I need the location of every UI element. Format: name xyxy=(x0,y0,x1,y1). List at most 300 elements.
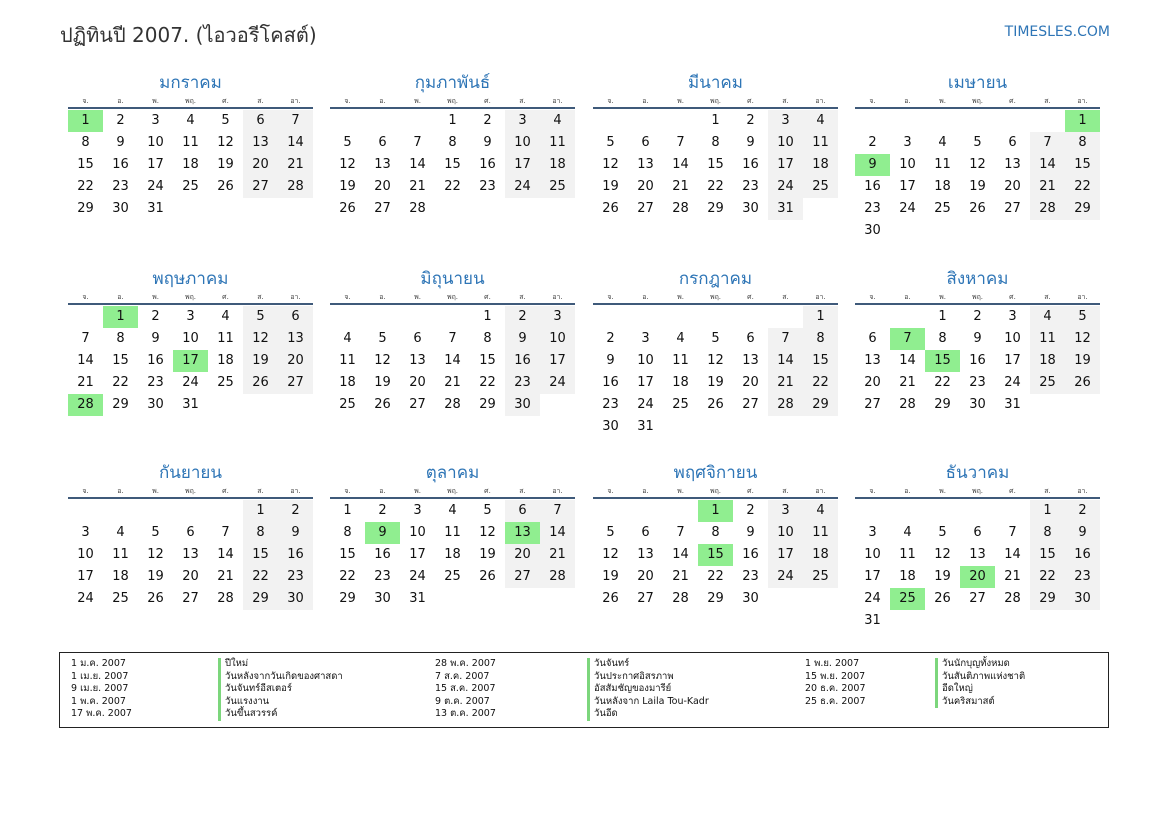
holiday-day-cell: 15 xyxy=(925,350,960,372)
empty-cell xyxy=(593,306,628,328)
holiday-day-cell: 13 xyxy=(505,522,540,544)
day-cell: 31 xyxy=(147,201,164,216)
month-name: มีนาคม xyxy=(688,73,743,93)
day-cell: 26 xyxy=(969,201,986,216)
day-grid xyxy=(593,306,838,438)
holiday-name: วันหลังจากวันเกิดของศาสดา xyxy=(218,671,343,684)
holiday-names-col-1 xyxy=(218,658,343,721)
weekday-label: จ. xyxy=(607,293,614,301)
day-cell: 5 xyxy=(378,331,387,346)
day-cell: 4 xyxy=(903,525,912,540)
day-grid xyxy=(330,306,575,416)
day-cell: 16 xyxy=(374,547,391,562)
empty-cell xyxy=(103,500,138,522)
day-cell: 5 xyxy=(343,135,352,150)
day-cell: 21 xyxy=(540,544,575,566)
day-cell: 4 xyxy=(221,309,230,324)
month-calendar xyxy=(593,268,838,438)
weekday-label: อา. xyxy=(815,293,826,301)
weekday-label: อ. xyxy=(904,487,911,495)
day-cell: 7 xyxy=(540,500,575,522)
empty-cell xyxy=(663,110,698,132)
day-cell: 27 xyxy=(409,397,426,412)
day-cell: 29 xyxy=(112,397,129,412)
day-cell: 25 xyxy=(803,566,838,588)
weekday-label: ศ. xyxy=(484,487,491,495)
day-cell: 14 xyxy=(899,353,916,368)
day-cell: 17 xyxy=(540,350,575,372)
day-cell: 19 xyxy=(339,179,356,194)
weekday-label: พฤ. xyxy=(446,487,459,495)
weekday-label: พ. xyxy=(939,97,946,105)
day-cell: 7 xyxy=(676,525,685,540)
holiday-day-cell: 15 xyxy=(698,544,733,566)
weekday-label: อ. xyxy=(117,487,124,495)
weekday-label: พฤ. xyxy=(971,97,984,105)
day-cell: 7 xyxy=(278,110,313,132)
day-cell: 11 xyxy=(803,522,838,544)
holiday-day-cell: 25 xyxy=(890,588,925,610)
weekday-label: ศ. xyxy=(747,97,754,105)
day-cell: 16 xyxy=(1065,544,1100,566)
empty-cell xyxy=(628,110,663,132)
day-cell: 21 xyxy=(444,375,461,390)
holiday-legend xyxy=(59,652,1109,728)
empty-cell xyxy=(138,500,173,522)
day-cell: 27 xyxy=(637,201,654,216)
day-cell: 3 xyxy=(413,503,422,518)
day-cell: 14 xyxy=(217,547,234,562)
day-cell: 11 xyxy=(182,135,199,150)
day-cell: 25 xyxy=(803,176,838,198)
weekday-header xyxy=(593,291,838,305)
day-cell: 11 xyxy=(672,353,689,368)
day-cell: 16 xyxy=(742,157,759,172)
day-cell: 21 xyxy=(768,372,803,394)
month-name: กันยายน xyxy=(158,463,222,483)
day-grid xyxy=(855,110,1100,242)
holiday-dates-col-1 xyxy=(71,658,132,721)
weekday-label: อา. xyxy=(290,293,301,301)
day-cell: 23 xyxy=(742,569,759,584)
day-cell: 16 xyxy=(505,350,540,372)
holiday-name: วันจันทร์อีสเตอร์ xyxy=(218,683,343,696)
day-cell: 16 xyxy=(742,547,759,562)
weekday-label: ส. xyxy=(519,487,526,495)
day-cell: 26 xyxy=(1065,372,1100,394)
day-cell: 19 xyxy=(374,375,391,390)
day-cell: 6 xyxy=(868,331,877,346)
day-cell: 21 xyxy=(409,179,426,194)
day-cell: 23 xyxy=(1065,566,1100,588)
weekday-label: ส. xyxy=(257,293,264,301)
day-cell: 19 xyxy=(217,157,234,172)
day-cell: 15 xyxy=(707,157,724,172)
day-cell: 30 xyxy=(1065,588,1100,610)
weekday-label: จ. xyxy=(869,487,876,495)
month-name: มกราคม xyxy=(159,73,222,93)
day-cell: 30 xyxy=(374,591,391,606)
weekday-label: จ. xyxy=(344,97,351,105)
empty-cell xyxy=(365,306,400,328)
holiday-date: 15 พ.ย. 2007 xyxy=(805,670,866,682)
day-cell: 24 xyxy=(182,375,199,390)
day-cell: 22 xyxy=(934,375,951,390)
weekday-label: พฤ. xyxy=(709,487,722,495)
day-cell: 15 xyxy=(803,350,838,372)
day-cell: 13 xyxy=(182,547,199,562)
day-cell: 12 xyxy=(1065,328,1100,350)
day-cell: 29 xyxy=(1030,588,1065,610)
day-cell: 8 xyxy=(938,331,947,346)
day-cell: 17 xyxy=(505,154,540,176)
day-cell: 12 xyxy=(147,547,164,562)
holiday-date: 17 พ.ค. 2007 xyxy=(71,708,132,719)
day-grid xyxy=(593,500,838,610)
weekday-label: อ. xyxy=(117,293,124,301)
weekday-label: ส. xyxy=(1044,97,1051,105)
day-cell: 31 xyxy=(182,397,199,412)
day-cell: 26 xyxy=(339,201,356,216)
day-cell: 6 xyxy=(1008,135,1017,150)
empty-cell xyxy=(68,306,103,328)
day-cell: 6 xyxy=(278,306,313,328)
day-cell: 6 xyxy=(243,110,278,132)
holiday-name: อีดใหญ่ xyxy=(935,683,1025,696)
month-name: พฤศจิกายน xyxy=(673,463,758,483)
day-cell: 1 xyxy=(343,503,352,518)
empty-cell xyxy=(435,306,470,328)
weekday-label: พ. xyxy=(939,487,946,495)
weekday-label: พ. xyxy=(677,293,684,301)
day-cell: 4 xyxy=(803,110,838,132)
day-cell: 25 xyxy=(217,375,234,390)
weekday-label: จ. xyxy=(82,293,89,301)
day-cell: 18 xyxy=(803,544,838,566)
day-cell: 31 xyxy=(637,419,654,434)
holiday-day-cell: 17 xyxy=(173,350,208,372)
day-cell: 23 xyxy=(479,179,496,194)
day-cell: 13 xyxy=(637,547,654,562)
weekday-header xyxy=(68,291,313,305)
empty-cell xyxy=(330,110,365,132)
day-cell: 4 xyxy=(1030,306,1065,328)
day-cell: 31 xyxy=(768,198,803,220)
day-cell: 3 xyxy=(1008,309,1017,324)
weekday-label: พ. xyxy=(677,97,684,105)
weekday-label: ส. xyxy=(519,97,526,105)
empty-cell xyxy=(698,306,733,328)
month-name: ตุลาคม xyxy=(425,463,480,483)
day-cell: 18 xyxy=(339,375,356,390)
day-cell: 6 xyxy=(413,331,422,346)
day-cell: 8 xyxy=(711,135,720,150)
weekday-header xyxy=(855,95,1100,109)
day-cell: 30 xyxy=(742,201,759,216)
day-cell: 19 xyxy=(969,179,986,194)
day-cell: 11 xyxy=(803,132,838,154)
day-cell: 17 xyxy=(864,569,881,584)
day-grid xyxy=(593,110,838,220)
day-cell: 7 xyxy=(1008,525,1017,540)
empty-cell xyxy=(330,306,365,328)
weekday-label: ส. xyxy=(1044,293,1051,301)
day-cell: 10 xyxy=(899,157,916,172)
day-cell: 22 xyxy=(444,179,461,194)
day-cell: 14 xyxy=(672,157,689,172)
weekday-label: ส. xyxy=(1044,487,1051,495)
day-cell: 8 xyxy=(81,135,90,150)
day-cell: 21 xyxy=(217,569,234,584)
day-cell: 25 xyxy=(672,397,689,412)
day-cell: 3 xyxy=(186,309,195,324)
day-cell: 24 xyxy=(147,179,164,194)
day-cell: 14 xyxy=(540,522,575,544)
day-cell: 5 xyxy=(938,525,947,540)
day-cell: 16 xyxy=(112,157,129,172)
day-cell: 28 xyxy=(899,397,916,412)
weekday-header xyxy=(68,95,313,109)
day-cell: 9 xyxy=(746,135,755,150)
day-cell: 9 xyxy=(973,331,982,346)
month-name: มิถุนายน xyxy=(420,269,485,289)
day-cell: 27 xyxy=(278,372,313,394)
day-cell: 11 xyxy=(899,547,916,562)
day-cell: 5 xyxy=(606,525,615,540)
day-cell: 27 xyxy=(1004,201,1021,216)
holiday-date: 1 ม.ค. 2007 xyxy=(71,658,126,669)
month-name: กุมภาพันธ์ xyxy=(414,73,491,93)
day-cell: 7 xyxy=(768,328,803,350)
day-cell: 12 xyxy=(243,328,278,350)
day-cell: 12 xyxy=(374,353,391,368)
day-grid xyxy=(330,500,575,610)
weekday-label: จ. xyxy=(82,97,89,105)
weekday-label: ศ. xyxy=(1009,293,1016,301)
weekday-label: พฤ. xyxy=(446,97,459,105)
empty-cell xyxy=(593,500,628,522)
weekday-label: อ. xyxy=(379,293,386,301)
day-cell: 23 xyxy=(374,569,391,584)
day-cell: 18 xyxy=(217,353,234,368)
day-cell: 3 xyxy=(540,306,575,328)
holiday-day-cell: 1 xyxy=(698,500,733,522)
day-cell: 24 xyxy=(864,591,881,606)
day-cell: 18 xyxy=(444,547,461,562)
weekday-label: พ. xyxy=(152,293,159,301)
weekday-label: อา. xyxy=(290,487,301,495)
holiday-day-cell: 7 xyxy=(890,328,925,350)
day-cell: 20 xyxy=(409,375,426,390)
weekday-label: พ. xyxy=(677,487,684,495)
day-cell: 30 xyxy=(505,394,540,416)
day-cell: 10 xyxy=(409,525,426,540)
empty-cell xyxy=(400,306,435,328)
holiday-date: 1 เม.ย. 2007 xyxy=(71,670,129,682)
weekday-label: อ. xyxy=(117,97,124,105)
day-cell: 19 xyxy=(602,179,619,194)
day-cell: 2 xyxy=(746,113,755,128)
weekday-label: พฤ. xyxy=(709,97,722,105)
day-cell: 8 xyxy=(1065,132,1100,154)
day-cell: 27 xyxy=(864,397,881,412)
day-cell: 29 xyxy=(707,201,724,216)
day-cell: 11 xyxy=(934,157,951,172)
day-cell: 18 xyxy=(803,154,838,176)
day-cell: 9 xyxy=(483,135,492,150)
day-cell: 5 xyxy=(711,331,720,346)
day-cell: 8 xyxy=(448,135,457,150)
month-calendar xyxy=(330,72,575,220)
day-cell: 3 xyxy=(903,135,912,150)
empty-cell xyxy=(768,306,803,328)
day-cell: 29 xyxy=(1065,198,1100,220)
day-cell: 14 xyxy=(278,132,313,154)
day-cell: 31 xyxy=(409,591,426,606)
day-cell: 5 xyxy=(606,135,615,150)
day-cell: 23 xyxy=(969,375,986,390)
day-cell: 3 xyxy=(868,525,877,540)
day-cell: 12 xyxy=(602,547,619,562)
day-cell: 20 xyxy=(742,375,759,390)
day-cell: 5 xyxy=(483,503,492,518)
day-cell: 2 xyxy=(505,306,540,328)
holiday-day-cell: 1 xyxy=(1065,110,1100,132)
day-cell: 25 xyxy=(540,176,575,198)
holiday-name: วันขึ้นสวรรค์ xyxy=(218,708,343,721)
day-cell: 18 xyxy=(1030,350,1065,372)
weekday-header xyxy=(330,485,575,499)
day-cell: 21 xyxy=(672,569,689,584)
brand-link[interactable]: TIMESLES.COM xyxy=(1004,24,1110,40)
day-cell: 20 xyxy=(243,154,278,176)
day-cell: 3 xyxy=(768,110,803,132)
day-cell: 21 xyxy=(278,154,313,176)
day-cell: 22 xyxy=(479,375,496,390)
day-cell: 3 xyxy=(151,113,160,128)
weekday-label: อา. xyxy=(1077,97,1088,105)
day-cell: 24 xyxy=(768,176,803,198)
day-cell: 1 xyxy=(938,309,947,324)
day-cell: 2 xyxy=(151,309,160,324)
day-cell: 24 xyxy=(1004,375,1021,390)
weekday-label: อ. xyxy=(379,97,386,105)
day-cell: 26 xyxy=(707,397,724,412)
day-cell: 15 xyxy=(444,157,461,172)
weekday-header xyxy=(855,485,1100,499)
day-cell: 9 xyxy=(505,328,540,350)
weekday-label: ศ. xyxy=(747,293,754,301)
day-grid xyxy=(855,500,1100,632)
day-cell: 19 xyxy=(479,547,496,562)
day-grid xyxy=(855,306,1100,416)
day-cell: 29 xyxy=(934,397,951,412)
day-cell: 27 xyxy=(374,201,391,216)
weekday-label: จ. xyxy=(82,487,89,495)
day-cell: 7 xyxy=(221,525,230,540)
day-cell: 29 xyxy=(339,591,356,606)
day-cell: 11 xyxy=(444,525,461,540)
weekday-label: อา. xyxy=(1077,293,1088,301)
holiday-date: 7 ส.ค. 2007 xyxy=(435,670,490,682)
day-cell: 18 xyxy=(899,569,916,584)
day-cell: 3 xyxy=(641,331,650,346)
empty-cell xyxy=(890,110,925,132)
month-name: เมษายน xyxy=(947,73,1008,93)
day-cell: 14 xyxy=(409,157,426,172)
weekday-label: พฤ. xyxy=(446,293,459,301)
weekday-label: พ. xyxy=(152,97,159,105)
day-cell: 6 xyxy=(641,135,650,150)
day-cell: 25 xyxy=(444,569,461,584)
empty-cell xyxy=(995,110,1030,132)
day-cell: 14 xyxy=(1030,154,1065,176)
day-cell: 2 xyxy=(1065,500,1100,522)
day-cell: 1 xyxy=(483,309,492,324)
holiday-day-cell: 1 xyxy=(103,306,138,328)
weekday-label: อา. xyxy=(552,487,563,495)
day-cell: 18 xyxy=(112,569,129,584)
empty-cell xyxy=(68,500,103,522)
day-cell: 23 xyxy=(505,372,540,394)
day-cell: 21 xyxy=(672,179,689,194)
weekday-label: อา. xyxy=(552,97,563,105)
day-cell: 2 xyxy=(483,113,492,128)
holiday-date: 1 พ.ย. 2007 xyxy=(805,658,860,669)
day-cell: 18 xyxy=(182,157,199,172)
weekday-header xyxy=(593,95,838,109)
day-cell: 12 xyxy=(339,157,356,172)
day-cell: 13 xyxy=(864,353,881,368)
day-cell: 27 xyxy=(505,566,540,588)
day-cell: 17 xyxy=(409,547,426,562)
empty-cell xyxy=(628,500,663,522)
empty-cell xyxy=(995,500,1030,522)
day-cell: 8 xyxy=(243,522,278,544)
holiday-name: วันอีด xyxy=(587,708,709,721)
day-cell: 5 xyxy=(221,113,230,128)
day-cell: 19 xyxy=(243,350,278,372)
weekday-label: จ. xyxy=(344,293,351,301)
month-calendar xyxy=(68,462,313,610)
day-cell: 17 xyxy=(637,375,654,390)
weekday-header xyxy=(330,95,575,109)
day-grid xyxy=(68,500,313,610)
day-cell: 22 xyxy=(339,569,356,584)
empty-cell xyxy=(593,110,628,132)
holiday-date: 9 ต.ค. 2007 xyxy=(435,695,490,707)
weekday-label: อ. xyxy=(379,487,386,495)
day-cell: 5 xyxy=(151,525,160,540)
month-calendar xyxy=(68,72,313,220)
day-cell: 31 xyxy=(1004,397,1021,412)
day-cell: 10 xyxy=(768,522,803,544)
weekday-label: อา. xyxy=(552,293,563,301)
weekday-label: ศ. xyxy=(484,97,491,105)
day-cell: 1 xyxy=(711,113,720,128)
day-cell: 20 xyxy=(278,350,313,372)
day-cell: 10 xyxy=(864,547,881,562)
empty-cell xyxy=(628,306,663,328)
day-cell: 14 xyxy=(77,353,94,368)
day-cell: 24 xyxy=(899,201,916,216)
day-cell: 8 xyxy=(116,331,125,346)
weekday-label: พฤ. xyxy=(971,293,984,301)
day-cell: 30 xyxy=(112,201,129,216)
day-cell: 27 xyxy=(182,591,199,606)
day-cell: 21 xyxy=(1030,176,1065,198)
day-cell: 17 xyxy=(899,179,916,194)
